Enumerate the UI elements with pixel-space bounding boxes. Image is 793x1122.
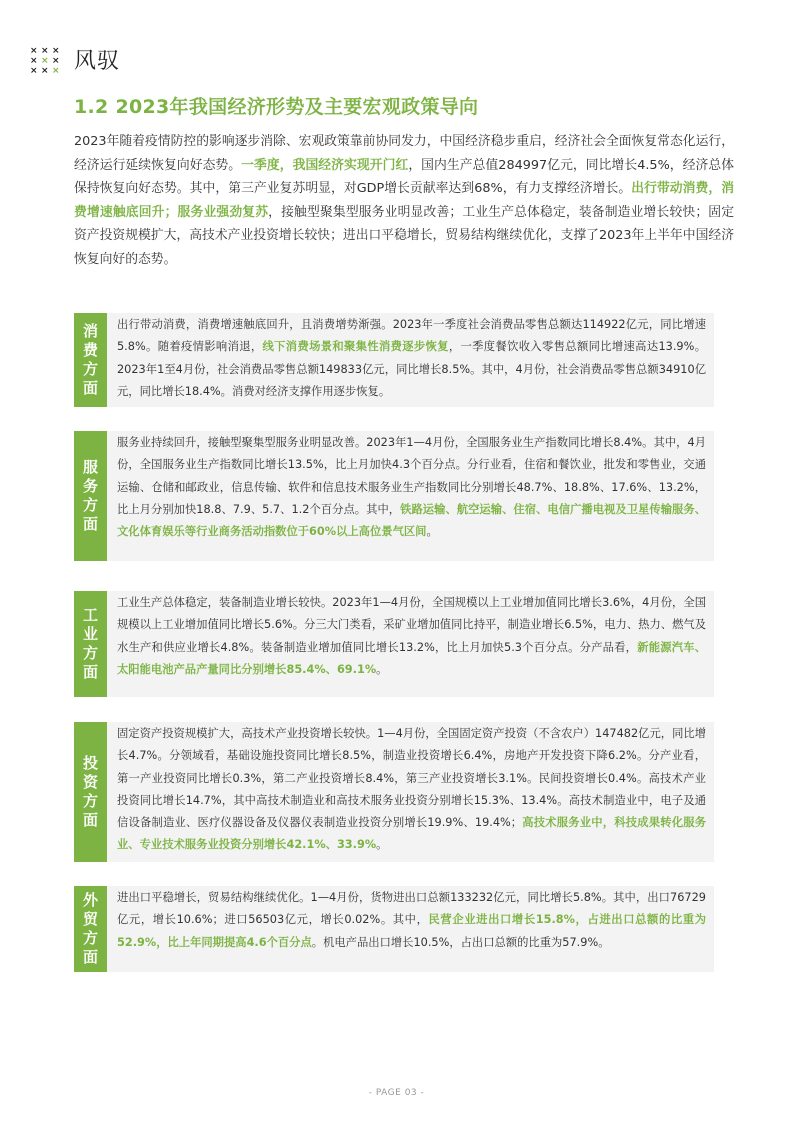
trade-content — [107, 886, 714, 972]
svg-text:×: × — [30, 55, 38, 66]
block-text: 。 — [376, 662, 388, 676]
logo-mark-icon — [30, 45, 64, 75]
intro-text-3: ，接触型聚集型服务业明显改善；工业生产总体稳定，装备制造业增长较快；固定资产投资规模扩大，高技术产业投资增长较快；进出口平稳增长，贸易结构继续优化，支撑了2023年上半年中国经济恢复向好的态势。 — [74, 204, 735, 267]
tag-char: 面 — [82, 948, 98, 966]
brand-name: 风驭 — [74, 49, 121, 74]
industry-tag — [74, 591, 107, 697]
investment-content — [107, 722, 714, 862]
block-text: 固定资产投资规模扩大，高技术产业投资增长较快。1—4月份，全国固定资产投资（不含农户）147482亿元，同比增长4.7%。分领域看，基础设施投资同比增长8.5%，制造业投资增长6.4%，房地产开发投资下降6.2%。分产业看，第一产业投资同比增长0.3%，第二产业投资增长8.4%，第三产业投资增长3.1%。民间投资增长0.4%。高技术产业投资同比增长14.7%，其中高技术制造业和高技术服务业投资分别增长15.3%、13.4%。高技术制造业中，电子及通信设备制造业、医疗仪器设备及仪器仪表制造业投资分别增长19.9%、19.4%； — [117, 727, 706, 830]
investment-tag — [74, 722, 107, 862]
tag-char: 面 — [82, 515, 98, 533]
intro-highlight-1: 一季度，我国经济实现开门红 — [241, 157, 409, 173]
tag-char: 投 — [82, 754, 98, 772]
block-text: 进出口平稳增长，贸易结构继续优化。1—4月份，货物进出口总额133232亿元，同比增长5.8%。其中，出口76729亿元，增长10.6%；进口56503亿元，增长0.02%。其中， — [117, 891, 706, 927]
svg-text:×: × — [30, 65, 38, 75]
services-block — [74, 431, 714, 561]
svg-text:×: × — [52, 45, 60, 56]
trade-block — [74, 886, 714, 972]
svg-text:×: × — [52, 65, 60, 75]
tag-char: 费 — [82, 341, 98, 359]
svg-text:×: × — [41, 45, 49, 56]
trade-tag — [74, 886, 107, 972]
tag-char: 面 — [82, 663, 98, 681]
industry-block — [74, 591, 714, 697]
tag-char: 方 — [82, 929, 98, 947]
block-text: 工业生产总体稳定，装备制造业增长较快。2023年1—4月份，全国规模以上工业增加值同比增长3.6%，4月份，全国规模以上工业增加值同比增长5.6%。分三大门类看，采矿业增加值同比持平，制造业增长6.5%，电力、热力、燃气及水生产和供应业增长4.8%。装备制造业增加值同比增长13.2%，比上月加快5.3个百分点。分产品看， — [117, 596, 706, 654]
block-highlight: 铁路运输、航空运输、住宿、电信广播电视及卫星传输服务、文化体育娱乐等行业商务活动指数位于60%以上高位景气区间 — [117, 502, 706, 539]
block-highlight: 线下消费场景和聚集性消费逐步恢复 — [262, 340, 449, 354]
services-content — [107, 431, 714, 561]
investment-block — [74, 722, 714, 862]
tag-char: 消 — [82, 322, 98, 340]
tag-char: 外 — [82, 891, 98, 909]
block-text: 。 — [426, 525, 438, 539]
section-title: 1.2 2023年我国经济形势及主要宏观政策导向 — [74, 96, 479, 118]
tag-char: 面 — [82, 811, 98, 829]
consumption-block — [74, 313, 714, 407]
tag-char: 方 — [82, 644, 98, 662]
intro-paragraph — [74, 130, 734, 271]
consumption-tag — [74, 313, 107, 407]
svg-text:×: × — [52, 55, 60, 66]
block-text: ，一季度餐饮收入零售总额同比增速高达13.9%。2023年1至4月份，社会消费品零售总额149833亿元，同比增长8.5%。其中，4月份，社会消费品零售总额34910亿元，同比增长18.4%。消费对经济支撑作用逐步恢复。 — [117, 340, 706, 398]
block-text: 出行带动消费，消费增速触底回升，且消费增势渐强。2023年一季度社会消费品零售总额达114922亿元，同比增速5.8%。随着疫情影响消退， — [117, 318, 706, 354]
brand-logo — [30, 44, 120, 75]
page-number: - PAGE 03 - — [368, 1088, 425, 1098]
tag-char: 务 — [82, 477, 98, 495]
intro-text-2: ，国内生产总值284997亿元，同比增长4.5%，经济总体保持恢复向好态势。其中，第三产业复苏明显，对GDP增长贡献率达到68%，有力支撑经济增长。 — [74, 157, 735, 196]
consumption-content — [107, 313, 714, 407]
svg-text:×: × — [41, 55, 49, 66]
block-text: 。 — [376, 838, 388, 852]
industry-content — [107, 591, 714, 697]
svg-text:×: × — [41, 65, 49, 75]
block-text: 服务业持续回升，接触型聚集型服务业明显改善。2023年1—4月份，全国服务业生产指数同比增长8.4%。其中，4月份，全国服务业生产指数同比增长13.5%，比上月加快4.3个百分点。分行业看，住宿和餐饮业，批发和零售业，交通运输、仓储和邮政业，信息传输、软件和信息技术服务业生产指数同比分别增长48.7%、18.8%、17.6%、13.2%，比上月分别加快18.8、7.9、5.7、1.2个百分点。其中， — [117, 436, 706, 516]
block-highlight: 新能源汽车、太阳能电池产品产量同比分别增长85.4%、69.1% — [117, 640, 706, 676]
block-text: 。机电产品出口增长10.5%，占出口总额的比重为57.9%。 — [311, 935, 610, 949]
tag-char: 工 — [82, 606, 98, 624]
intro-highlight-2: 出行带动消费，消费增速触底回升；服务业强劲复苏 — [74, 181, 735, 220]
tag-char: 面 — [82, 379, 98, 397]
tag-char: 资 — [82, 773, 98, 791]
tag-char: 方 — [82, 792, 98, 810]
services-tag — [74, 431, 107, 561]
tag-char: 方 — [82, 360, 98, 378]
intro-text-1: 2023年随着疫情防控的影响逐步消除、宏观政策靠前协同发力，中国经济稳步重启，经济社会全面恢复常态化运行，经济运行延续恢复向好态势。 — [74, 134, 734, 173]
block-highlight: 高技术服务业中，科技成果转化服务业、专业技术服务业投资分别增长42.1%、33.9% — [117, 816, 706, 852]
tag-char: 贸 — [82, 910, 98, 928]
svg-text:×: × — [30, 45, 38, 56]
tag-char: 服 — [82, 458, 98, 476]
tag-char: 业 — [82, 625, 98, 643]
tag-char: 方 — [82, 496, 98, 514]
block-highlight: 民营企业进出口增长15.8%，占进出口总额的比重为52.9%，比上年同期提高4.6个百分点 — [117, 913, 706, 949]
